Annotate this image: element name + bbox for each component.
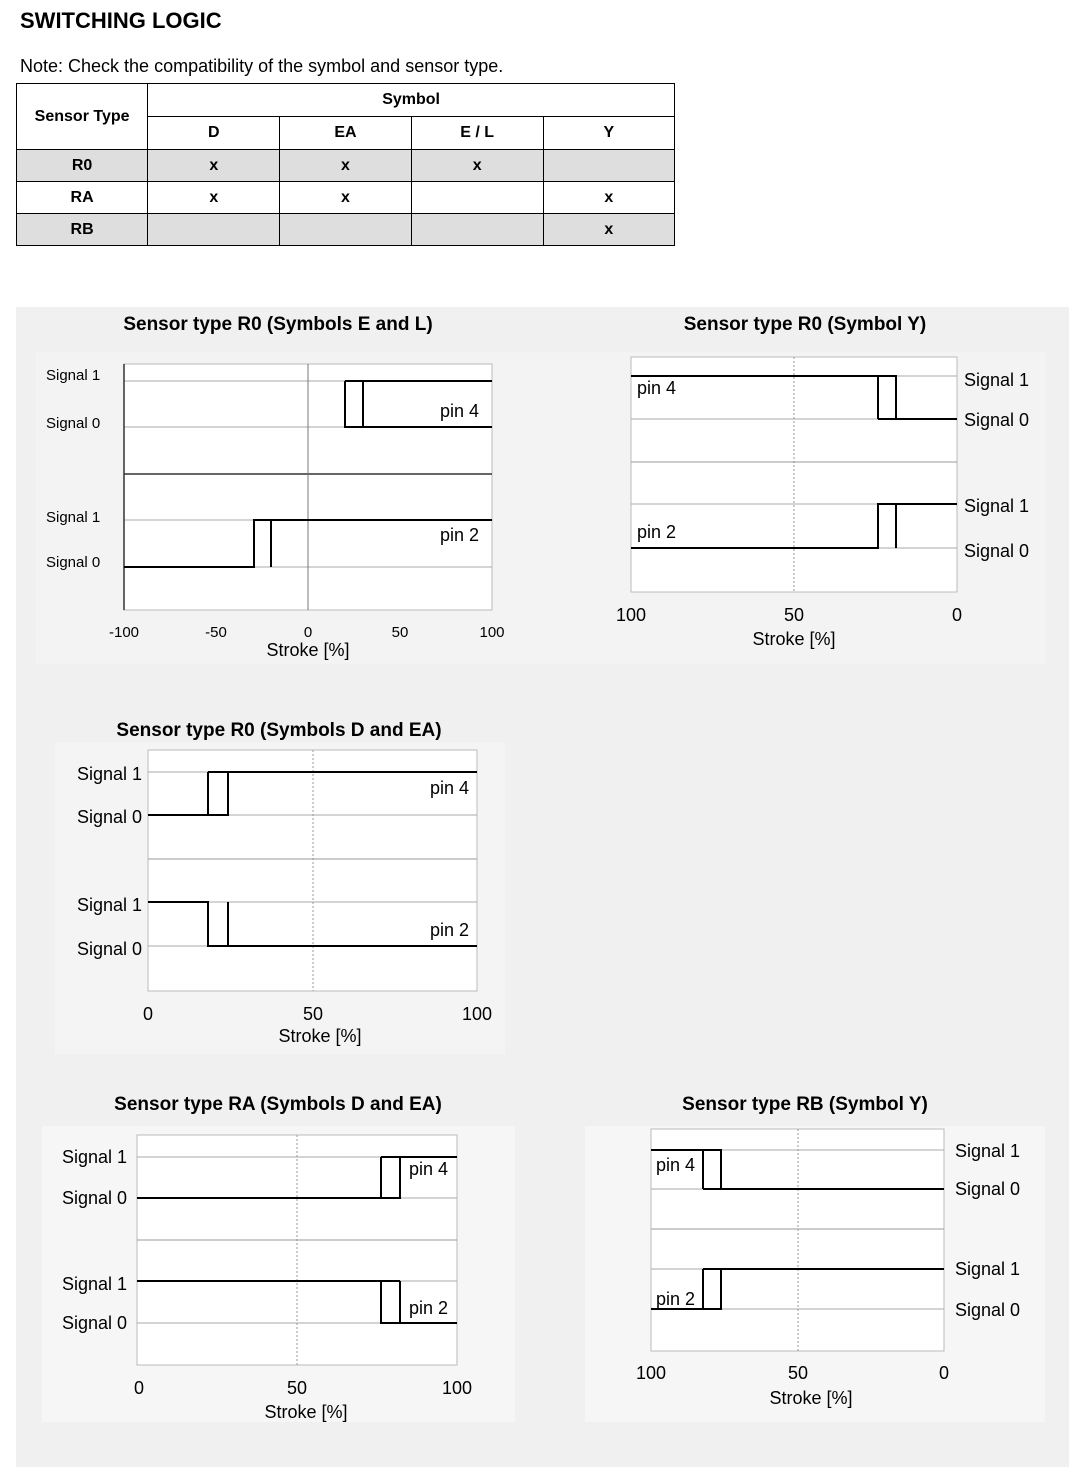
signal-1-label: Signal 1 — [955, 1259, 1021, 1279]
pin-4-label: pin 4 — [637, 378, 677, 398]
x-tick: 0 — [951, 605, 963, 625]
row-label: RB — [17, 214, 148, 246]
page-title: SWITCHING LOGIC — [20, 8, 222, 33]
x-axis-label: Stroke [%] — [752, 629, 836, 649]
pin-4-label: pin 4 — [440, 401, 480, 421]
pin-2-label: pin 2 — [409, 1298, 449, 1318]
x-tick: -100 — [108, 624, 140, 641]
chart-title: Sensor type R0 (Symbol Y) — [683, 314, 927, 335]
x-tick: 100 — [441, 1378, 473, 1398]
signal-0-label: Signal 0 — [964, 541, 1030, 561]
x-tick: 100 — [479, 624, 505, 641]
column-header: Y — [543, 117, 674, 150]
x-axis-label: Stroke [%] — [264, 1402, 348, 1422]
x-axis-label: Stroke [%] — [769, 1388, 853, 1408]
x-axis-label: Stroke [%] — [266, 640, 350, 660]
signal-1-label: Signal 1 — [61, 1147, 127, 1167]
signal-1-label: Signal 1 — [76, 764, 142, 784]
signal-0-label: Signal 0 — [76, 807, 142, 827]
signal-1-label: Signal 1 — [46, 367, 101, 384]
x-tick: 50 — [302, 1004, 324, 1024]
x-tick: -50 — [205, 624, 227, 641]
table-cell: x — [280, 182, 411, 214]
signal-1-label: Signal 1 — [46, 509, 101, 526]
signal-1-label: Signal 1 — [955, 1141, 1021, 1161]
signal-1-label: Signal 1 — [964, 496, 1030, 516]
x-axis-label: Stroke [%] — [278, 1026, 362, 1046]
x-tick: 100 — [615, 605, 647, 625]
x-tick: 50 — [286, 1378, 308, 1398]
signal-0-label: Signal 0 — [76, 939, 142, 959]
x-tick: 50 — [391, 624, 409, 641]
pin-4-label: pin 4 — [656, 1155, 696, 1175]
x-tick: 0 — [142, 1004, 154, 1024]
chart-title: Sensor type RB (Symbol Y) — [682, 1094, 928, 1115]
column-header: E / L — [411, 117, 543, 150]
chart-title: Sensor type RA (Symbols D and EA) — [114, 1094, 442, 1115]
signal-1-label: Signal 1 — [61, 1274, 127, 1294]
pin-2-label: pin 2 — [637, 522, 677, 542]
x-tick: 0 — [303, 624, 313, 641]
signal-0-label: Signal 0 — [61, 1313, 127, 1333]
signal-0-label: Signal 0 — [46, 415, 101, 432]
table-cell: x — [148, 182, 280, 214]
compatibility-note: Note: Check the compatibility of the symbol and sensor type. — [20, 56, 504, 76]
pin-4-label: pin 4 — [430, 778, 470, 798]
table-cell: x — [543, 214, 674, 246]
x-tick: 50 — [783, 605, 805, 625]
signal-1-label: Signal 1 — [76, 895, 142, 915]
x-tick: 0 — [938, 1363, 950, 1383]
x-tick: 0 — [133, 1378, 145, 1398]
table-cell: x — [411, 150, 543, 182]
sensor-type-header: Sensor Type — [17, 84, 148, 150]
signal-1-label: Signal 1 — [964, 370, 1030, 390]
signal-0-label: Signal 0 — [46, 554, 101, 571]
signal-0-label: Signal 0 — [964, 410, 1030, 430]
pin-2-label: pin 2 — [430, 920, 470, 940]
signal-0-label: Signal 0 — [955, 1179, 1021, 1199]
chart-title: Sensor type R0 (Symbols D and EA) — [116, 720, 442, 741]
signal-0-label: Signal 0 — [61, 1188, 127, 1208]
pin-2-label: pin 2 — [656, 1289, 696, 1309]
chart-title: Sensor type R0 (Symbols E and L) — [123, 314, 433, 335]
column-header: EA — [280, 117, 411, 150]
signal-0-label: Signal 0 — [955, 1300, 1021, 1320]
x-tick: 100 — [461, 1004, 493, 1024]
row-label: R0 — [17, 150, 148, 182]
table-cell: x — [280, 150, 411, 182]
x-tick: 50 — [787, 1363, 809, 1383]
row-label: RA — [17, 182, 148, 214]
table-cell: x — [543, 182, 674, 214]
pin-2-label: pin 2 — [440, 525, 480, 545]
symbol-header: Symbol — [148, 84, 675, 117]
column-header: D — [148, 117, 280, 150]
table-cell: x — [148, 150, 280, 182]
x-tick: 100 — [635, 1363, 667, 1383]
pin-4-label: pin 4 — [409, 1159, 449, 1179]
